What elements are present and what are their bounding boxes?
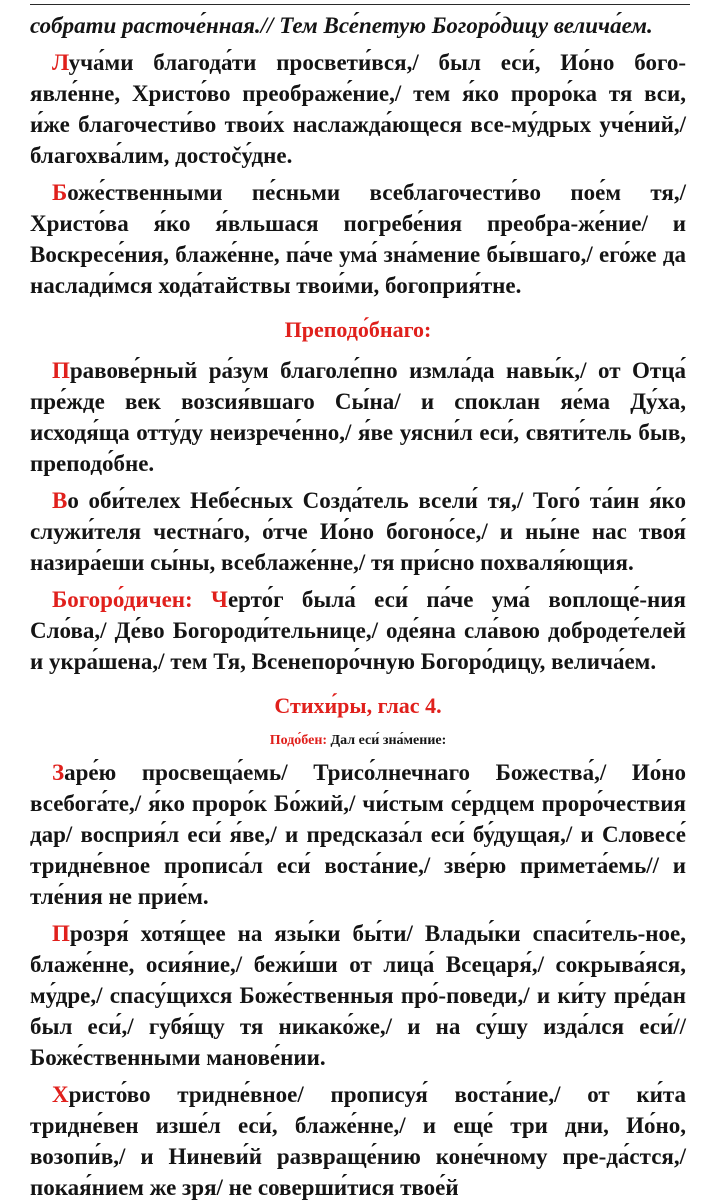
sticheron-text: аре́ю просвеща́емь/ Трисо́лнечнаго Божества́,/ Ио́но всебога́те,/ я́ко проро́к Бо́жий,/ чи́стым се́рдцем проро́чествия дар/ восприя́л еси́ я́ве,/ и предсказа́л еси́ бу́дущая,/ и Словесе́ тридне́вное прописа́л еси́ воста́ние,/ зве́рю примета́емь// и тле́ния не прие́м. — [30, 760, 686, 909]
sticheron-3 — [30, 1079, 686, 1203]
top-rule — [30, 4, 690, 5]
troparion-text: уча́ми благода́ти просвети́вся,/ был еси́, Ио́но бого-явле́нне, Христо́во преображе́ние,/ тем я́ко проро́ка тя вси, и́же благочести́во твои́х наслажда́ющеся все-му́дрых уче́ний,/ благохва́лим, достočу́дне. — [30, 50, 686, 168]
drop-initial: Ч — [211, 587, 228, 612]
drop-initial: Л — [52, 50, 69, 75]
page-body — [30, 10, 686, 1203]
theotokion-text: ерто́г была́ еси́ па́че ума́ воплоще́-ния Сло́ва,/ Де́во Богороди́тельнице,/ оде́яна сла́вою добродет́елей и укра́шена,/ тем Тя, Всенепоро́чную Богоро́дицу, велича́ем. — [30, 587, 686, 674]
troparion-text: о оби́телех Небе́сных Созда́тель всели́ тя,/ Того́ та́ин я́ко служи́теля честна́го, о́тче Ио́но богоно́се,/ и ны́не нас твоя́ назира́еши сы́ны, всеблаже́нне,/ тя при́сно похваля́ющия. — [30, 488, 686, 575]
sticheron-text: ристо́во тридне́вное/ прописуя́ воста́ние,/ от ки́та тридне́вен изше́л еси́, блаже́нне,/ и еще́ три дни, Ио́но, возопи́в,/ и Ниневи́й развраще́нию коне́чному пре-да́стся,/ покая́нием же зря/ не соверши́тися твое́й — [30, 1082, 686, 1200]
intro-text: собрати расточе́нная.// Тем Все́петую Богоро́дицу велича́ем. — [30, 13, 653, 38]
drop-initial: Б — [52, 180, 68, 205]
podoben-label: Подо́бен: — [269, 733, 328, 748]
podoben-line — [30, 731, 686, 751]
troparion-3 — [30, 355, 686, 479]
drop-initial: Х — [52, 1082, 69, 1107]
sticheron-1 — [30, 757, 686, 912]
theotokion-label: Богоро́дичен: — [52, 587, 193, 612]
troparion-text: равове́рный ра́зум благоле́пно измла́да навы́к,/ от Отца́ пре́жде век возсия́вшаго Сы́на/ и споклан яе́ма Ду́ха, исходя́ща отту́ду неизрече́нно,/ я́ве уясни́л еси́, святи́тель быв, преподо́бне. — [30, 358, 686, 476]
drop-initial: З — [52, 760, 65, 785]
podoben-text: Дал еси́ зна́мение: — [330, 733, 447, 748]
section-heading-prepodobnago: Преподо́бнаго: — [284, 317, 432, 342]
theotokion — [30, 584, 686, 677]
sticheron-text: розря́ хотя́щее на язы́ки бы́ти/ Влады́ки спаси́тель-ное, блаже́нне, осия́ние,/ бежи́ши от лица́ Всецаря́,/ сокрыва́яся, му́дре,/ спасу́щихся Боже́ственныя про́-поведи,/ и ки́ту пре́дан был еси́,/ губя́щу тя никако́же,/ и на су́шу изда́лся еси́// Боже́ственными манове́нии. — [30, 921, 686, 1070]
section-heading-stichiry: Стихи́ры, глас 4. — [274, 693, 442, 718]
troparion-1 — [30, 47, 686, 171]
drop-initial: П — [52, 358, 70, 383]
sticheron-2 — [30, 918, 686, 1073]
drop-initial: П — [52, 921, 70, 946]
troparion-2 — [30, 177, 686, 301]
drop-initial: В — [52, 488, 68, 513]
troparion-text: оже́ственными пе́сньми всеблагочести́во пое́м тя,/ Христо́ва я́ко я́вльшася погребе́ния преобра-же́ние/ и Воскресе́ния, блаже́нне, па́че ума́ зна́мение бы́вшаго,/ его́же да наслади́мся хода́тайствы твои́ми, богоприя́тне. — [30, 180, 686, 298]
troparion-4 — [30, 485, 686, 578]
